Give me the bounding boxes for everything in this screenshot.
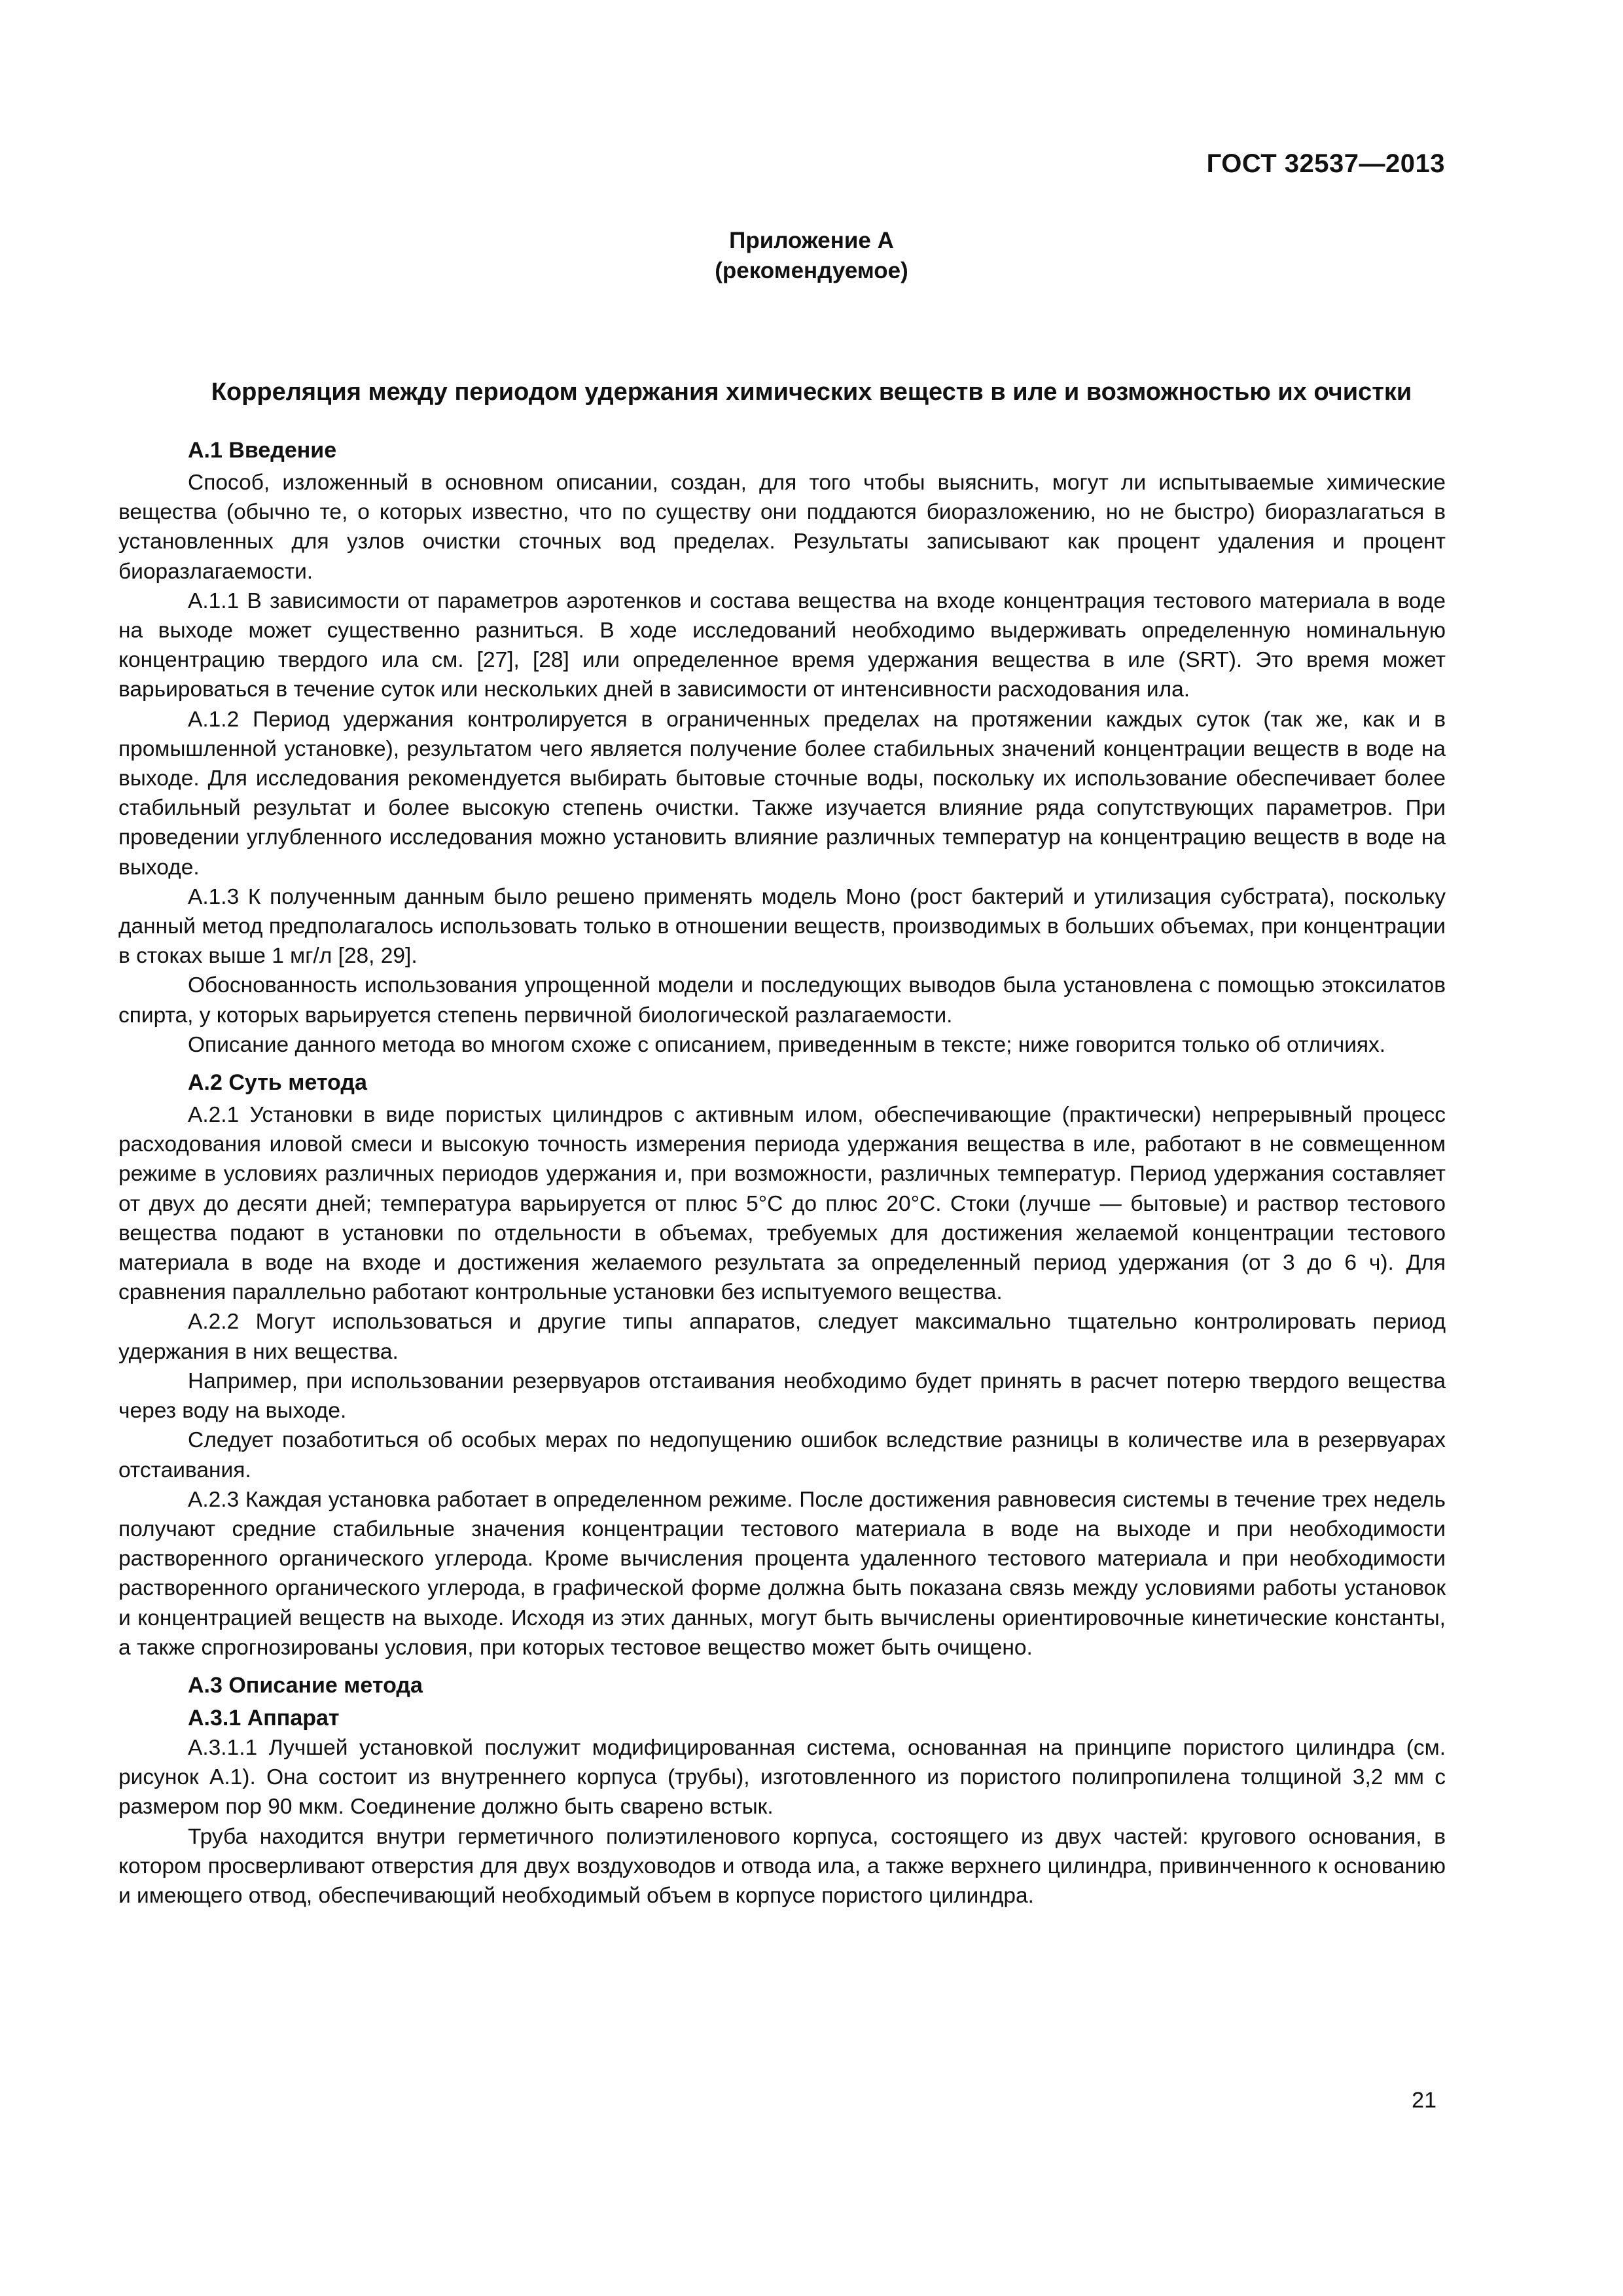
appendix-status: (рекомендуемое) <box>715 258 908 283</box>
paragraph: А.2.3 Каждая установка работает в определенном режиме. После достижения равновесия системы в течение трех недель получают средние стабильные значения концентрации тестового материала в воде на выходе и при необходимости растворенного органического углерода. Кроме вычисления процента удаленного тестового материала и при необходимости растворенного органического углерода, в графической форме должна быть показана связь между условиями работы установок и концентрацией веществ на выходе. Исходя из этих данных, могут быть вычислены ориентировочные кинетические константы, а также спрогнозированы условия, при которых тестовое вещество может быть очищено. <box>118 1487 1446 1660</box>
paragraph: А.3.1.1 Лучшей установкой послужит модифицированная система, основанная на принципе пористого цилиндра (см. рисунок А.1). Она состоит из внутреннего корпуса (трубы), изготовленного из пористого полипропилена толщиной 3,2 мм с размером пор 90 мкм. Соединение должно быть сварено встык. <box>118 1735 1446 1820</box>
document-body <box>118 435 1446 1910</box>
section-heading-a1: А.1 Введение <box>188 438 337 463</box>
paragraph: А.2.1 Установки в виде пористых цилиндров с активным илом, обеспечивающие (практически) непрерывный процесс расходования иловой смеси и высокую точность измерения периода удержания вещества в иле, работают в не совмещенном режиме в условиях различных периодов удержания и, при возможности, различных температур. Период удержания составляет от двух до десяти дней; температура варьируется от плюс 5°С до плюс 20°С. Стоки (лучше — бытовые) и раствор тестового вещества подают в установки по отдельности в объемах, требуемых для достижения желаемой концентрации тестового материала в воде на входе и достижения желаемого результата за определенный период удержания (от 3 до 6 ч). Для сравнения параллельно работают контрольные установки без испытуемого вещества. <box>118 1103 1446 1305</box>
section-heading-a2: А.2 Суть метода <box>188 1070 367 1096</box>
paragraph: А.1.1 В зависимости от параметров аэротенков и состава вещества на входе концентрация тестового материала в воде на выходе может существенно разниться. В ходе исследований необходимо выдерживать определенную номинальную концентрацию твердого ила см. [27], [28] или определенное время удержания вещества в иле (SRT). Это время может варьироваться в течение суток или нескольких дней в зависимости от интенсивности расходования ила. <box>118 588 1446 702</box>
subsection-heading-a3-1: А.3.1 Аппарат <box>188 1705 340 1731</box>
paragraph: Способ, изложенный в основном описании, создан, для того чтобы выяснить, могут ли испытываемые химические вещества (обычно те, о которых известно, что по существу они поддаются биоразложению, но не быстро) биоразлагаться в установленных для узлов очистки сточных вод пределах. Результаты записывают как процент удаления и процент биоразлагаемости. <box>118 471 1446 584</box>
paragraph: Следует позаботиться об особых мерах по недопущению ошибок вследствие разницы в количестве ила в резервуарах отстаивания. <box>118 1428 1446 1482</box>
appendix-title: Приложение А <box>729 228 894 253</box>
paragraph: Например, при использовании резервуаров отстаивания необходимо будет принять в расчет потерю твердого вещества через воду на выходе. <box>118 1369 1446 1424</box>
paragraph: А.2.2 Могут использоваться и другие типы аппаратов, следует максимально тщательно контролировать период удержания в них вещества. <box>118 1310 1446 1364</box>
document-title: Корреляция между периодом удержания химических веществ в иле и возможностью их очистки <box>211 378 1412 406</box>
section-heading-a3: А.3 Описание метода <box>188 1672 423 1698</box>
paragraph: А.1.2 Период удержания контролируется в ограниченных пределах на протяжении каждых суток (так же, как и в промышленной установке), результатом чего является получение более стабильных значений концентрации веществ в воде на выходе. Для исследования рекомендуется выбирать бытовые сточные воды, поскольку их использование обеспечивает более стабильный результат и более высокую степень очистки. Также изучается влияние ряда сопутствующих параметров. При проведении углубленного исследования можно установить влияние различных температур на концентрацию веществ в воде на выходе. <box>118 707 1446 880</box>
page-number: 21 <box>1412 2088 1436 2113</box>
appendix-header <box>0 226 1623 286</box>
paragraph: Описание данного метода во многом схоже с описанием, приведенным в тексте; ниже говорится только об отличиях. <box>188 1032 1386 1057</box>
paragraph: Обоснованность использования упрощенной модели и последующих выводов была установлена с помощью этоксилатов спирта, у которых варьируется степень первичной биологической разлагаемости. <box>118 973 1446 1028</box>
paragraph: Труба находится внутри герметичного полиэтиленового корпуса, состоящего из двух частей: кругового основания, в котором просверливают отверстия для двух воздуховодов и отвода ила, а также верхнего цилиндра, привинченного к основанию и имеющего отвод, обеспечивающий необходимый объем в корпусе пористого цилиндра. <box>118 1824 1446 1908</box>
standard-id: ГОСТ 32537—2013 <box>1206 149 1445 178</box>
paragraph: А.1.3 К полученным данным было решено применять модель Моно (рост бактерий и утилизация субстрата), поскольку данный метод предполагалось использовать только в отношении веществ, производимых в больших объемах, при концентрации в стоках выше 1 мг/л [28, 29]. <box>118 884 1446 969</box>
